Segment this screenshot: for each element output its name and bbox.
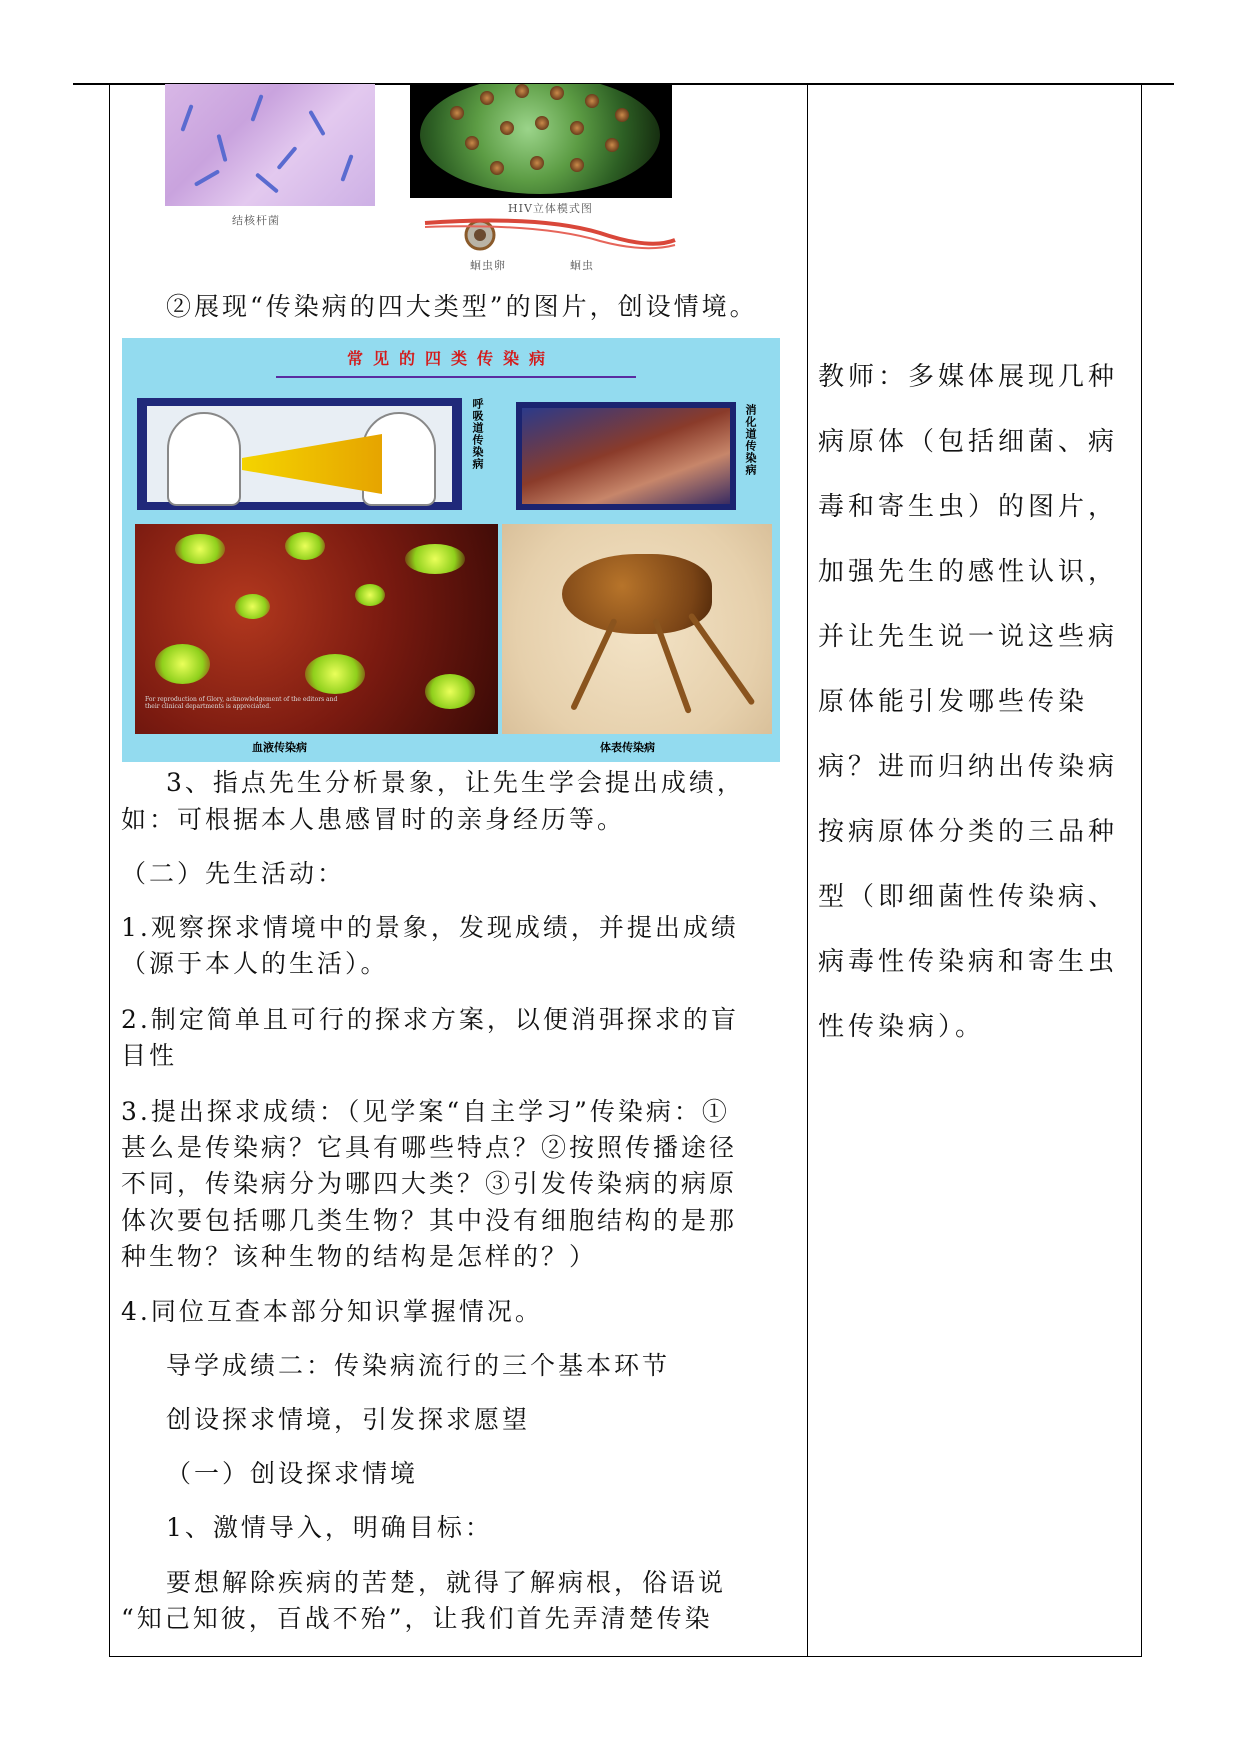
step-3-line5: 种生物？该种生物的结构是怎样的？） <box>121 1242 598 1271</box>
teacher-note-line: 毒和寄生虫）的图片， <box>818 492 1119 522</box>
respiratory-label: 呼吸道传染病 <box>471 398 484 470</box>
teacher-notes <box>818 345 1136 1060</box>
teacher-note-line: 性传染病）。 <box>818 1012 986 1042</box>
teacher-note-line: 病原体（包括细菌、病 <box>818 427 1119 457</box>
step-3-line1: 3.提出探求成绩：（见学案“自主学习”传染病：① <box>121 1097 730 1126</box>
four-types-infectious-disease-image <box>122 338 780 762</box>
digestive-panel <box>516 402 736 510</box>
teacher-note-line: 原体能引发哪些传染 <box>818 687 1089 717</box>
body-surface-panel <box>502 524 772 734</box>
teacher-note-line: 病毒性传染病和寄生虫 <box>818 947 1119 977</box>
paragraph-guide-analysis-line1: 3、指点先生分析景象，让先生学会提出成绩， <box>166 768 745 797</box>
step-2-line1: 2.制定简单且可行的探求方案，以便消弭探求的盲 <box>121 1005 739 1034</box>
figure-title: 常见的四类传染病 <box>346 349 555 368</box>
teacher-note-line: 教师：多媒体展现几种 <box>818 362 1119 392</box>
step-3-line2: 甚么是传染病？它具有哪些特点？②按照传播途径 <box>121 1133 738 1162</box>
teacher-note-line: 并让先生说一说这些病 <box>818 622 1119 652</box>
create-scenario-heading: 创设探求情境，引发探求愿望 <box>166 1405 531 1434</box>
step-3-line3: 不同，传染病分为哪四大类？③引发传染病的病原 <box>121 1169 738 1198</box>
teacher-note-line: 病？进而归纳出传染病 <box>818 752 1119 782</box>
column-divider <box>807 84 808 1657</box>
paragraph-show-four-types: ②展现“传染病的四大类型”的图片，创设情境。 <box>166 292 758 321</box>
step-4: 4.同位互查本部分知识掌握情况。 <box>121 1297 543 1326</box>
digestive-label: 消化道传染病 <box>744 404 757 476</box>
teacher-note-line: 按病原体分类的三品种 <box>818 817 1119 847</box>
paragraph-guide-analysis-line2: 如：可根据本人患感冒时的亲身经历等。 <box>121 805 626 834</box>
subsection-create-scenario: （一）创设探求情境 <box>166 1459 419 1488</box>
closing-paragraph-line2: “知己知彼，百战不殆”，让我们首先弄清楚传染 <box>121 1604 713 1633</box>
respiratory-panel <box>137 398 462 510</box>
step-3-line4: 体次要包括哪几类生物？其中没有细胞结构的是那 <box>121 1206 738 1235</box>
closing-paragraph-line1: 要想解除疾病的苦楚，就得了解病根，俗语说 <box>166 1568 727 1597</box>
blood-label: 血液传染病 <box>252 741 307 754</box>
guide-question-two: 导学成绩二：传染病流行的三个基本环节 <box>166 1351 671 1380</box>
step-1-line1: 1.观察探求情境中的景象，发现成绩，并提出成绩 <box>121 913 739 942</box>
teacher-note-line: 加强先生的感性认识， <box>818 557 1119 587</box>
figure-title-underline <box>276 376 636 378</box>
hiv-caption: HIV立体模式图 <box>508 202 593 215</box>
roundworm-caption: 蛔虫 <box>570 259 594 272</box>
section-student-activity: （二）先生活动： <box>121 859 346 888</box>
roundworm-image <box>420 215 680 255</box>
hiv-model-image <box>410 84 672 198</box>
body-surface-label: 体表传染病 <box>600 741 655 754</box>
blood-panel <box>135 524 498 734</box>
intro-goal: 1、激情导入，明确目标： <box>166 1513 493 1542</box>
blood-image-note: For reproduction of Glory, acknowledgement of the editors and their clinical departments is appreciated. <box>145 696 338 710</box>
bacteria-caption: 结核杆菌 <box>232 214 280 227</box>
tuberculosis-bacteria-image <box>165 84 375 206</box>
teacher-note-line: 型（即细菌性传染病、 <box>818 882 1119 912</box>
roundworm-egg-caption: 蛔虫卵 <box>470 259 506 272</box>
step-1-line2: （源于本人的生活）。 <box>121 949 389 978</box>
step-2-line2: 目性 <box>121 1041 178 1070</box>
